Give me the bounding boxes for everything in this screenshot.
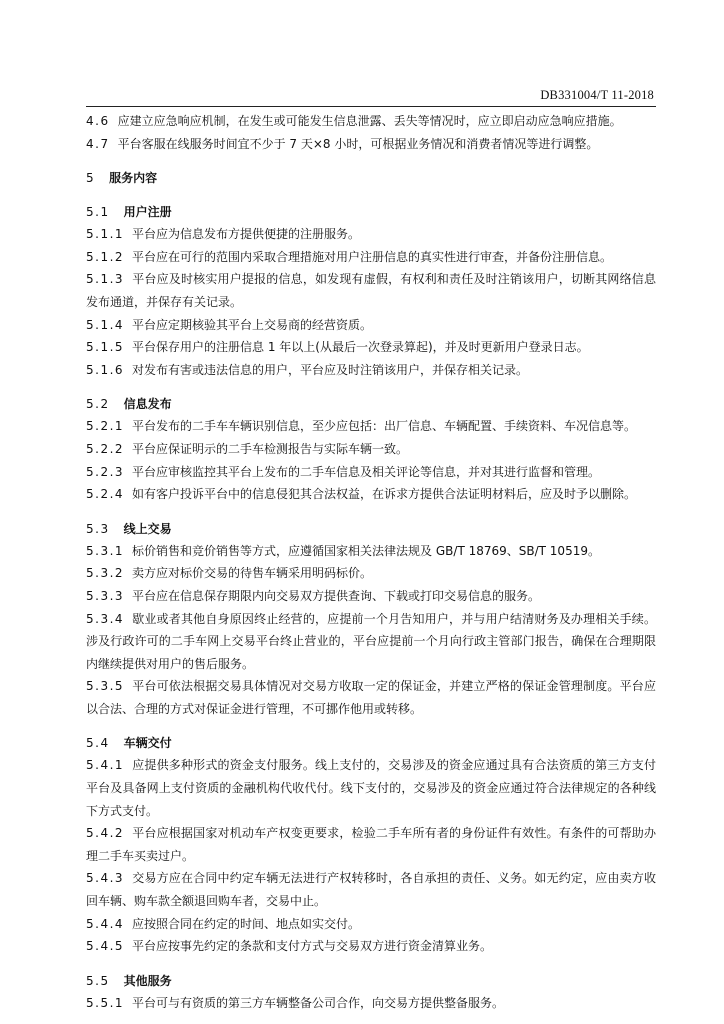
clause-text: 应按照合同在约定的时间、地点如实交付。 xyxy=(132,916,361,931)
clause-number: 5.2.2 xyxy=(86,441,125,456)
section-number: 5.4 xyxy=(86,736,110,751)
clause-5-3-2 xyxy=(86,562,656,585)
clause-number: 5.1.5 xyxy=(86,340,125,355)
clause-5-5-1 xyxy=(86,992,656,1015)
document-code: DB331004/T 11-2018 xyxy=(540,88,654,102)
clause-number: 5.4.5 xyxy=(86,939,125,954)
clause-4-6 xyxy=(86,110,656,133)
clause-number: 5.3.1 xyxy=(86,543,125,558)
clause-text: 平台应审核监控其平台上发布的二手车信息及相关评论等信息，并对其进行监督和管理。 xyxy=(132,464,601,479)
clause-text: 应提供多种形式的资金支付服务。线上支付的，交易涉及的资金应通过具有合法资质的第三方支付平台及具备网上支付资质的金融机构代收代付。线下支付的，交易涉及的资金应通过符合法律规定的各种线下方式支付。 xyxy=(86,758,656,818)
clause-text: 平台可依法根据交易具体情况对交易方收取一定的保证金，并建立严格的保证金管理制度。平台应以合法、合理的方式对保证金进行管理，不可挪作他用或转移。 xyxy=(86,679,656,716)
clause-5-1-1 xyxy=(86,223,656,246)
clause-number: 5.1.4 xyxy=(86,317,125,332)
clause-text: 如有客户投诉平台中的信息侵犯其合法权益，在诉求方提供合法证明材料后，应及时予以删除。 xyxy=(132,487,637,502)
clause-5-2-4 xyxy=(86,483,656,506)
clause-number: 4.7 xyxy=(86,136,110,151)
clause-number: 5.3.3 xyxy=(86,588,125,603)
clause-number: 5.2.3 xyxy=(86,464,125,479)
clause-number: 5.2.4 xyxy=(86,487,125,502)
clause-number: 5.1.3 xyxy=(86,272,125,287)
clause-text: 标价销售和竞价销售等方式，应遵循国家相关法律法规及 GB/T 18769、SB/T 10519。 xyxy=(132,543,600,558)
clause-number: 5.4.3 xyxy=(86,871,125,886)
clause-5-4-5 xyxy=(86,935,656,958)
clause-number: 5.3.2 xyxy=(86,566,125,581)
clause-5-1-6 xyxy=(86,359,656,382)
section-number: 5.2 xyxy=(86,397,110,412)
section-heading-5-3 xyxy=(86,518,656,540)
clause-5-4-2 xyxy=(86,822,656,867)
clause-number: 4.6 xyxy=(86,114,110,128)
clause-number: 5.1.2 xyxy=(86,249,125,264)
section-heading-5-5 xyxy=(86,970,656,992)
clause-text: 对发布有害或违法信息的用户，平台应及时注销该用户，并保存相关记录。 xyxy=(132,362,529,377)
clause-text: 平台应按事先约定的条款和支付方式与交易双方进行资金清算业务。 xyxy=(132,939,493,954)
clause-5-3-4 xyxy=(86,608,656,676)
section-heading-5 xyxy=(86,167,656,189)
clause-number: 5.1.1 xyxy=(86,227,125,242)
section-number: 5.1 xyxy=(86,205,110,220)
clause-text: 平台应为信息发布方提供便捷的注册服务。 xyxy=(132,227,361,242)
clause-text: 平台可与有资质的第三方车辆整备公司合作，向交易方提供整备服务。 xyxy=(132,995,505,1010)
header-divider xyxy=(86,106,656,107)
clause-number: 5.1.6 xyxy=(86,362,125,377)
section-number: 5.3 xyxy=(86,521,110,536)
clause-5-3-1 xyxy=(86,540,656,563)
section-heading-5-2 xyxy=(86,393,656,415)
section-title: 信息发布 xyxy=(123,397,172,412)
clause-text: 平台发布的二手车车辆识别信息，至少应包括：出厂信息、车辆配置、手续资料、车况信息等。 xyxy=(132,419,637,434)
clause-text: 平台客服在线服务时间宜不少于 7 天×8 小时，可根据业务情况和消费者情况等进行调整。 xyxy=(117,136,599,151)
clause-5-1-5 xyxy=(86,336,656,359)
clause-text: 交易方应在合同中约定车辆无法进行产权转移时，各自承担的责任、义务。如无约定，应由卖方收回车辆、购车款全额退回购车者，交易中止。 xyxy=(86,871,656,909)
clause-number: 5.4.1 xyxy=(86,758,125,773)
clause-5-1-3 xyxy=(86,268,656,313)
section-number: 5.5 xyxy=(86,973,110,988)
clause-text: 平台应定期核验其平台上交易商的经营资质。 xyxy=(132,317,373,332)
clause-number: 5.3.4 xyxy=(86,611,125,626)
clause-text: 平台应在信息保存期限内向交易双方提供查询、下载或打印交易信息的服务。 xyxy=(132,588,541,603)
clause-text: 卖方应对标价交易的待售车辆采用明码标价。 xyxy=(132,566,373,581)
clause-text: 平台应保证明示的二手车检测报告与实际车辆一致。 xyxy=(132,441,409,456)
section-title: 其他服务 xyxy=(123,973,172,988)
clause-text: 平台保存用户的注册信息 1 年以上(从最后一次登录算起)，并及时更新用户登录日志。 xyxy=(132,340,589,355)
clause-4-7 xyxy=(86,133,656,156)
clause-text: 歇业或者其他自身原因终止经营的，应提前一个月告知用户，并与用户结清财务及办理相关手续。涉及行政许可的二手车网上交易平台终止营业的，平台应提前一个月向行政主管部门报告，确保在合理期限内继续提供对用户的售后服务。 xyxy=(86,611,656,671)
document-body xyxy=(86,110,656,1014)
clause-5-1-4 xyxy=(86,314,656,337)
clause-5-2-2 xyxy=(86,438,656,461)
section-title: 线上交易 xyxy=(123,521,172,536)
section-title: 用户注册 xyxy=(123,205,172,220)
clause-5-2-3 xyxy=(86,461,656,484)
clause-5-4-3 xyxy=(86,867,656,912)
clause-text: 应建立应急响应机制，在发生或可能发生信息泄露、丢失等情况时，应立即启动应急响应措施。 xyxy=(117,114,622,128)
clause-number: 5.3.5 xyxy=(86,679,125,694)
clause-text: 平台应及时核实用户提报的信息，如发现有虚假，有权利和责任及时注销该用户，切断其网络信息发布通道，并保存有关记录。 xyxy=(86,272,656,309)
section-title: 车辆交付 xyxy=(123,736,172,751)
clause-text: 平台应根据国家对机动车产权变更要求，检验二手车所有者的身份证件有效性。有条件的可帮助办理二手车买卖过户。 xyxy=(86,826,656,863)
section-number: 5 xyxy=(86,171,96,186)
clause-number: 5.5.1 xyxy=(86,995,125,1010)
clause-5-3-3 xyxy=(86,585,656,608)
clause-5-4-1 xyxy=(86,754,656,822)
clause-number: 5.2.1 xyxy=(86,419,125,434)
clause-5-2-1 xyxy=(86,415,656,438)
clause-5-4-4 xyxy=(86,913,656,936)
clause-5-1-2 xyxy=(86,246,656,269)
clause-text: 平台应在可行的范围内采取合理措施对用户注册信息的真实性进行审查，并备份注册信息。 xyxy=(132,249,613,264)
section-heading-5-4 xyxy=(86,732,656,754)
section-heading-5-1 xyxy=(86,201,656,223)
section-title: 服务内容 xyxy=(109,171,158,186)
clause-number: 5.4.4 xyxy=(86,916,125,931)
clause-number: 5.4.2 xyxy=(86,826,125,841)
clause-5-3-5 xyxy=(86,675,656,720)
